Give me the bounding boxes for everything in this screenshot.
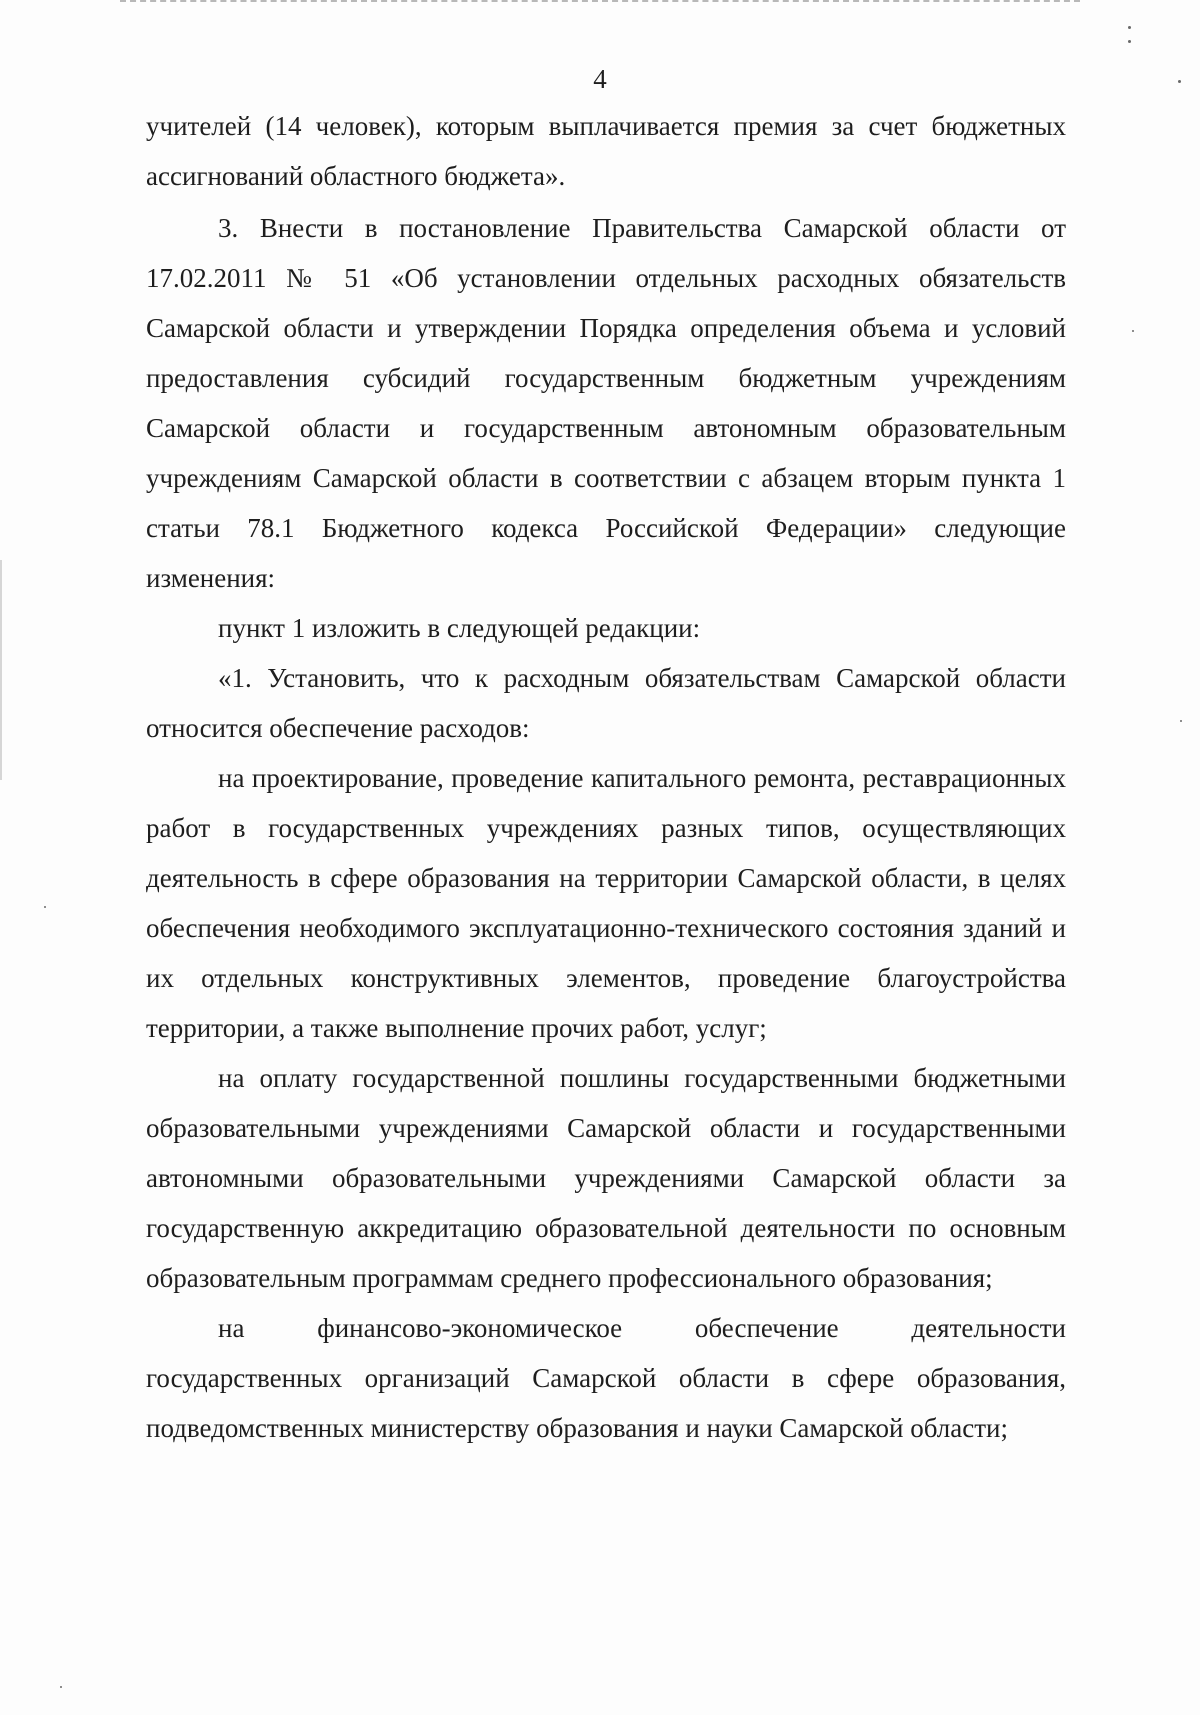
page-number: 4 [593, 64, 607, 94]
scan-speck [1128, 26, 1131, 29]
paragraph-point-1-intro: пункт 1 изложить в следующей редакции: [218, 613, 701, 643]
scan-speck [44, 906, 46, 908]
paragraph-design-repair: на проектирование, проведение капитального ремонта, реставрационных работ в государственных учреждениях разных типов, осуществляющих деятельность в сфере образования на территории Самарской области, в целях обеспечения необходимого эксплуатационно-технического состояния зданий и их отдельных конструктивных элементов, проведение благоустройства территории, а также выполнение прочих работ, услуг; [146, 763, 1066, 1043]
paragraph-state-fee: на оплату государственной пошлины государственными бюджетными образовательными учреждениями Самарской области и государственными автономными образовательными учреждениями Самарской области за государственную аккредитацию образовательной деятельности по основным образовательным программам среднего профессионального образования; [146, 1063, 1066, 1293]
paragraph-continuation: учителей (14 человек), которым выплачивается премия за счет бюджетных ассигнований областного бюджета». [146, 111, 1066, 191]
scan-speck [1132, 330, 1134, 332]
document-body [146, 101, 1066, 1453]
paragraph-point-1-text: «1. Установить, что к расходным обязательствам Самарской области относится обеспечение расходов: [146, 663, 1066, 743]
scan-speck [1180, 720, 1182, 722]
scan-speck [1128, 40, 1131, 43]
scan-speck [60, 1686, 62, 1688]
scan-left-edge [0, 560, 2, 780]
paragraph-financial-support: на финансово-экономическое обеспечение деятельности государственных организаций Самарской области в сфере образования, подведомственных министерству образования и науки Самарской области; [146, 1313, 1066, 1443]
paragraph-item-3: 3. Внести в постановление Правительства Самарской области от 17.02.2011 № 51 «Об установлении отдельных расходных обязательств Самарской области и утверждении Порядка определения объема и условий предоставления субсидий государственным бюджетным учреждениям Самарской области и государственным автономным образовательным учреждениям Самарской области в соответствии с абзацем вторым пункта 1 статьи 78.1 Бюджетного кодекса Российской Федерации» следующие изменения: [146, 213, 1066, 593]
scan-top-edge [120, 0, 1080, 5]
